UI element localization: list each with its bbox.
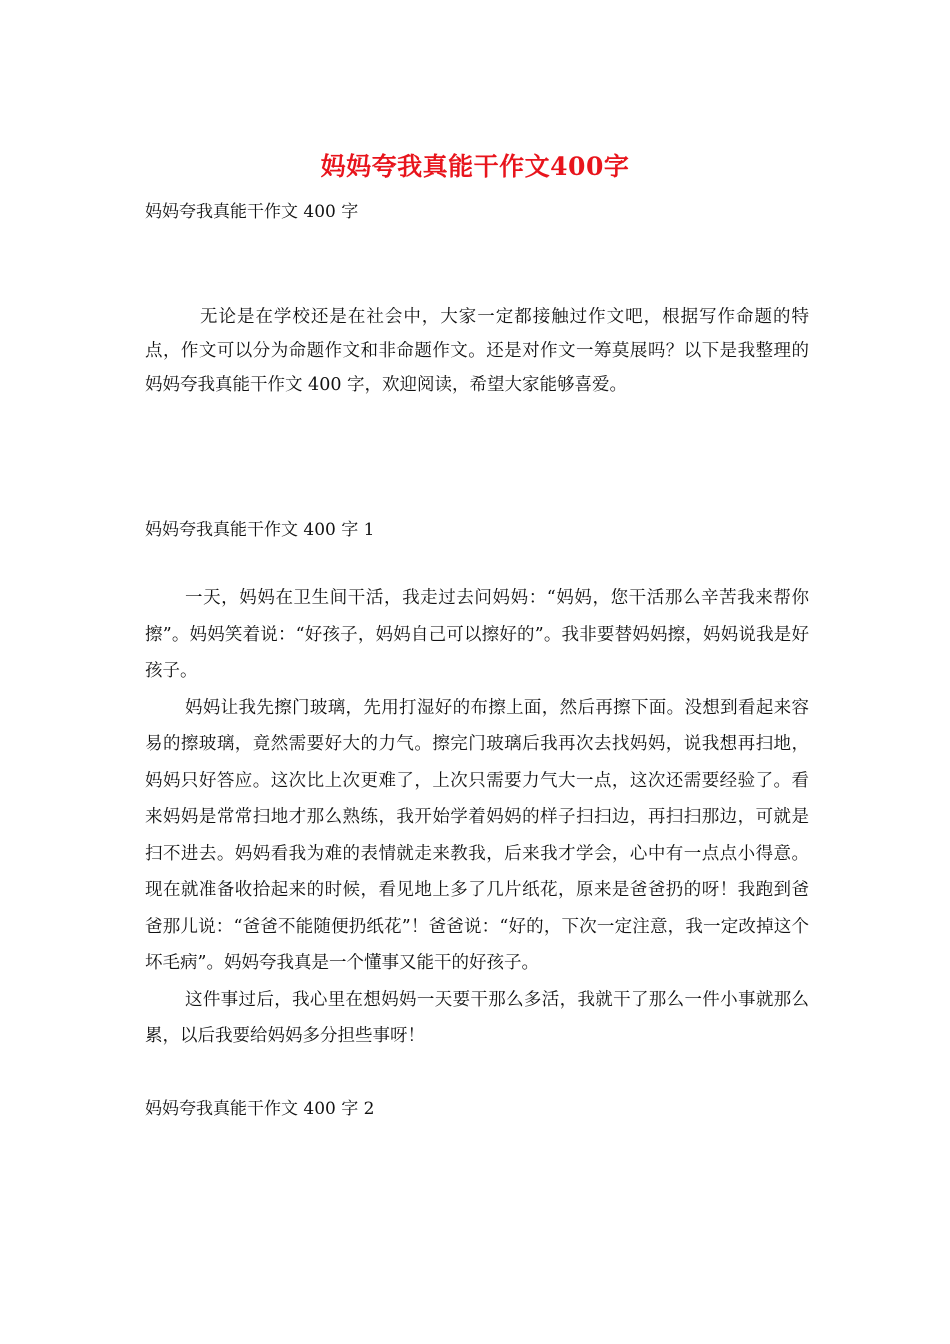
- essay-2-heading: 妈妈夸我真能干作文 400 字 2: [145, 1099, 375, 1119]
- document-title: 妈妈夸我真能干作文400字: [320, 152, 630, 181]
- essay-1-heading: 妈妈夸我真能干作文 400 字 1: [145, 520, 375, 540]
- essay-1-paragraph: 一天，妈妈在卫生间干活，我走过去问妈妈：“妈妈，您干活那么辛苦我来帮你擦”。妈妈笑着说：“好孩子，妈妈自己可以擦好的”。我非要替妈妈擦，妈妈说我是好孩子。: [145, 588, 809, 681]
- document-subtitle: 妈妈夸我真能干作文 400 字: [145, 202, 359, 222]
- essay-1-body: [145, 580, 809, 1055]
- intro-paragraph: 无论是在学校还是在社会中，大家一定都接触过作文吧，根据写作命题的特点，作文可以分为命题作文和非命题作文。还是对作文一筹莫展吗？以下是我整理的妈妈夸我真能干作文 400 字，欢迎阅读，希望大家能够喜爱。: [145, 307, 809, 395]
- essay-1-paragraph: 妈妈让我先擦门玻璃，先用打湿好的布擦上面，然后再擦下面。没想到看起来容易的擦玻璃，竟然需要好大的力气。擦完门玻璃后我再次去找妈妈，说我想再扫地，妈妈只好答应。这次比上次更难了，上次只需要力气大一点，这次还需要经验了。看来妈妈是常常扫地才那么熟练，我开始学着妈妈的样子扫扫边，再扫扫那边，可就是扫不进去。妈妈看我为难的表情就走来教我，后来我才学会，心中有一点点小得意。现在就准备收拾起来的时候，看见地上多了几片纸花，原来是爸爸扔的呀！我跑到爸爸那儿说：“爸爸不能随便扔纸花”！爸爸说：“好的，下次一定注意，我一定改掉这个坏毛病”。妈妈夸我真是一个懂事又能干的好孩子。: [145, 697, 809, 973]
- essay-1-paragraph: 这件事过后，我心里在想妈妈一天要干那么多活，我就干了那么一件小事就那么累，以后我要给妈妈多分担些事呀！: [145, 989, 809, 1046]
